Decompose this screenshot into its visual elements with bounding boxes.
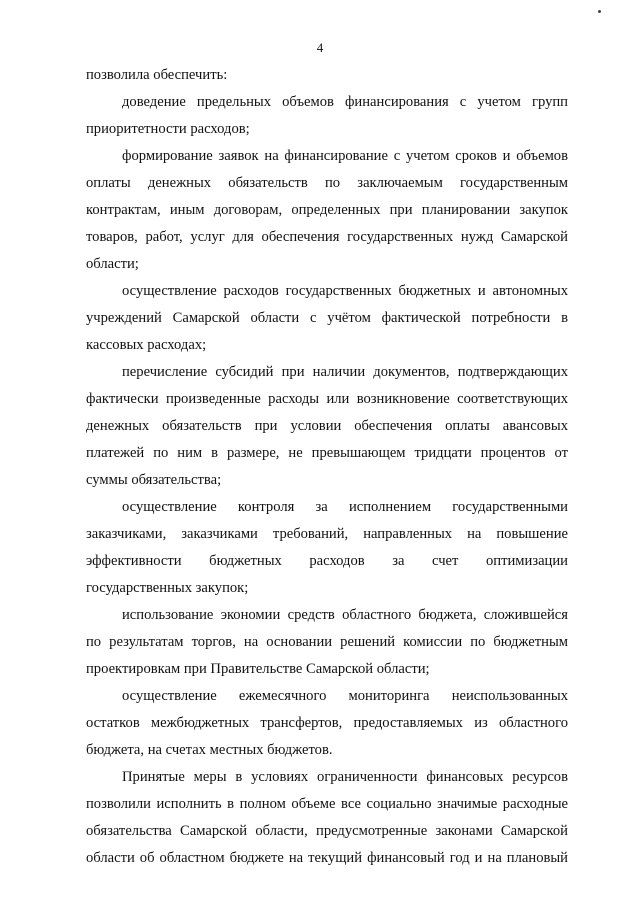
text-line: бюджета, на счетах местных бюджетов.	[86, 742, 333, 758]
document-body	[86, 62, 568, 872]
paragraph-first-line: осуществление контроля за исполнением государственными	[122, 499, 568, 515]
text-line: обязательства Самарской области, предусмотренные законами Самарской	[86, 823, 568, 839]
text-line: платежей по ним в размере, не превышающем тридцати процентов от	[86, 445, 568, 461]
scan-dot-mark	[598, 10, 601, 13]
text-line: оплаты денежных обязательств по заключаемым государственным	[86, 175, 568, 191]
paragraph-first-line: осуществление расходов государственных бюджетных и автономных	[122, 283, 568, 299]
text-line: приоритетности расходов;	[86, 121, 250, 137]
text-line: по результатам торгов, на основании решений комиссии по бюджетным	[86, 634, 568, 650]
paragraph-first-line: использование экономии средств областного бюджета, сложившейся	[122, 607, 568, 623]
paragraph-first-line: формирование заявок на финансирование с учетом сроков и объемов	[122, 148, 568, 164]
text-line: позволили исполнить в полном объеме все социально значимые расходные	[86, 796, 568, 812]
text-line: области об областном бюджете на текущий финансовый год и на плановый	[86, 850, 568, 866]
text-line: товаров, работ, услуг для обеспечения государственных нужд Самарской	[86, 229, 568, 245]
text-line: позволила обеспечить:	[86, 67, 228, 83]
text-line: кассовых расходах;	[86, 337, 207, 353]
text-line: суммы обязательства;	[86, 472, 222, 488]
text-line: остатков межбюджетных трансфертов, предоставляемых из областного	[86, 715, 568, 731]
text-line: области;	[86, 256, 139, 272]
paragraph-first-line: Принятые меры в условиях ограниченности финансовых ресурсов	[122, 769, 568, 785]
paragraph-first-line: доведение предельных объемов финансирования с учетом групп	[122, 94, 568, 110]
text-line: эффективности бюджетных расходов за счет оптимизации	[86, 553, 568, 569]
text-line: контрактам, иным договорам, определенных при планировании закупок	[86, 202, 568, 218]
paragraph-first-line: осуществление ежемесячного мониторинга неиспользованных	[122, 688, 568, 704]
page-number: 4	[316, 40, 324, 55]
text-line: государственных закупок;	[86, 580, 249, 596]
text-line: учреждений Самарской области с учётом фактической потребности в	[86, 310, 568, 326]
paragraph-first-line: перечисление субсидий при наличии документов, подтверждающих	[122, 364, 568, 380]
text-line: проектировкам при Правительстве Самарской области;	[86, 661, 430, 677]
text-line: фактически произведенные расходы или возникновение соответствующих	[86, 391, 568, 407]
text-line: заказчиками, заказчиками требований, направленных на повышение	[86, 526, 568, 542]
text-line: денежных обязательств при условии обеспечения оплаты авансовых	[86, 418, 568, 434]
